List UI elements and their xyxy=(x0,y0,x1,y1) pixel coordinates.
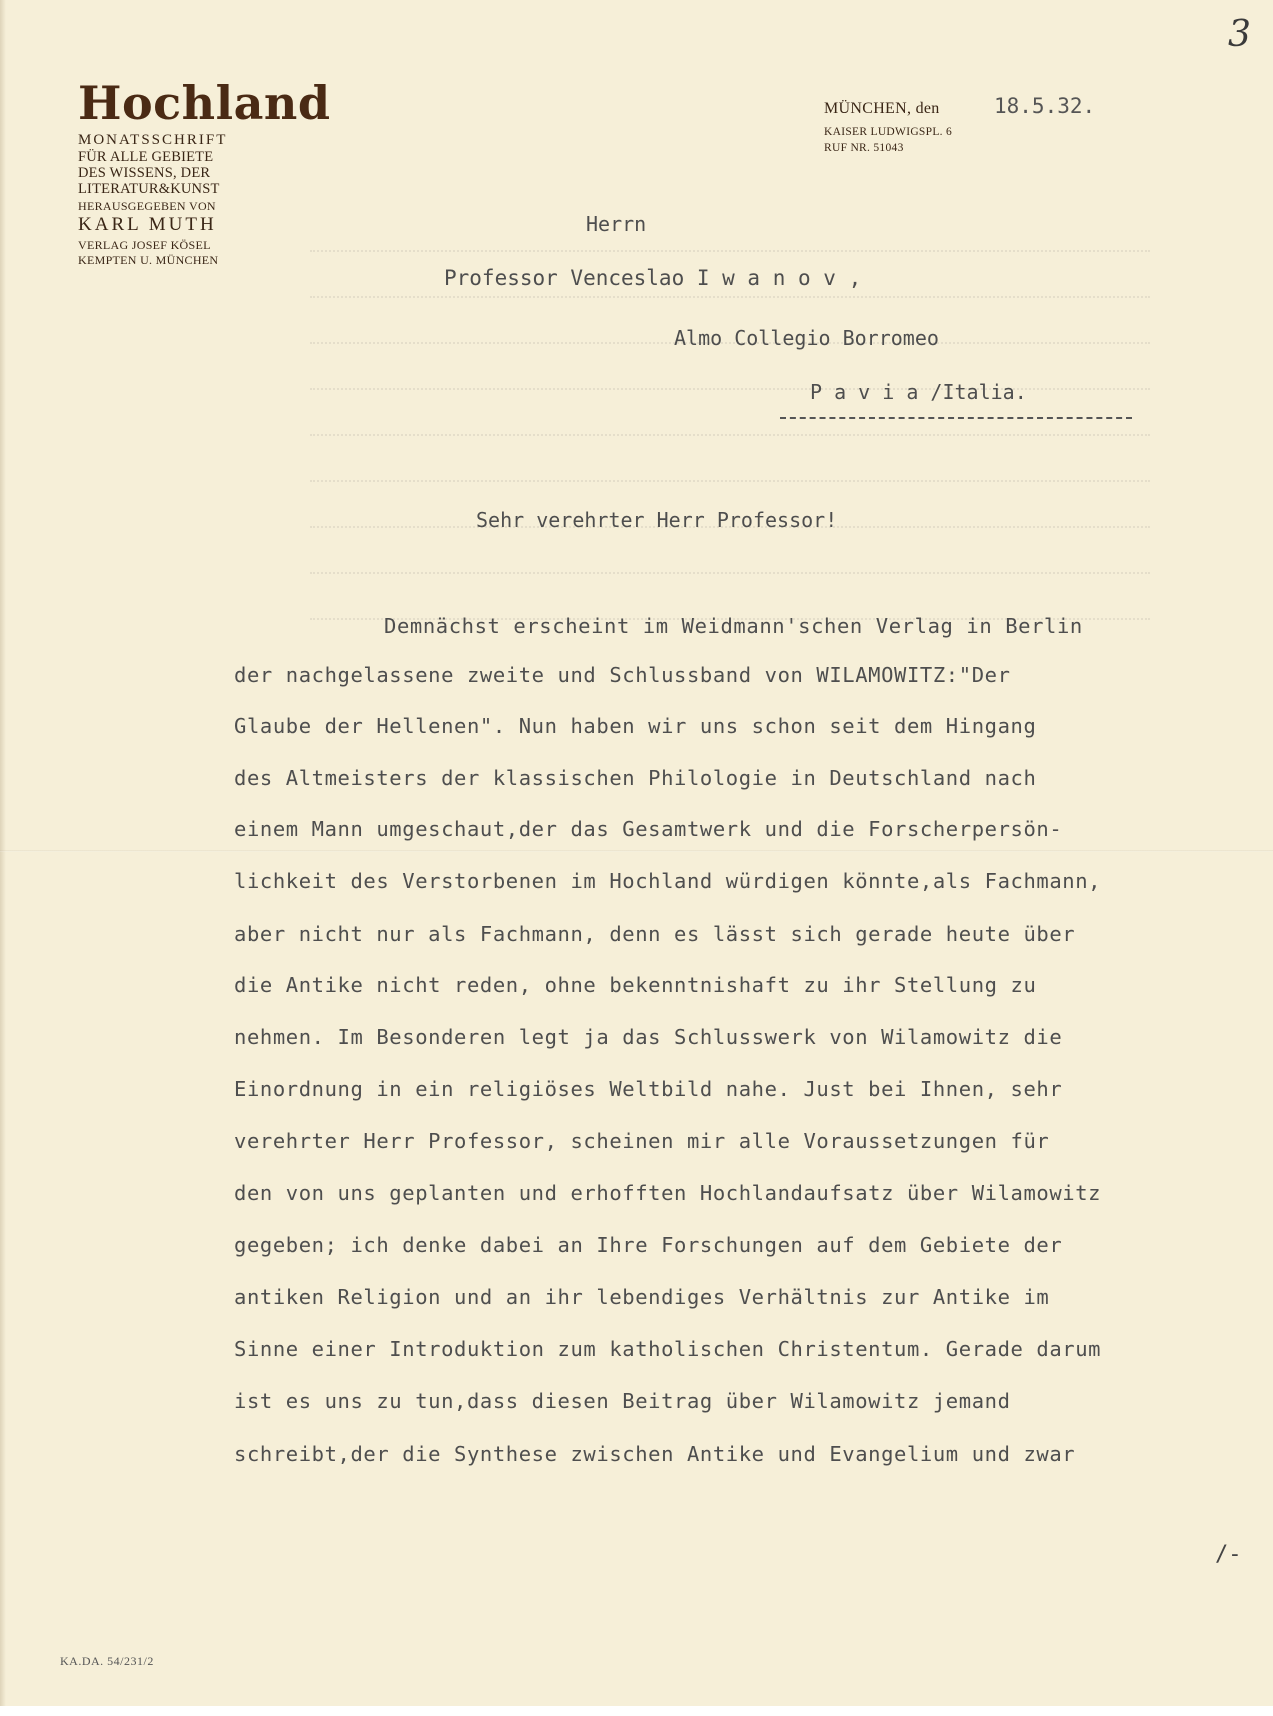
hochland-logo: Hochland xyxy=(78,76,331,130)
body-line: antiken Religion und an ihr lebendiges Verhältnis zur Antike im xyxy=(234,1285,1050,1309)
recipient-institution: Almo Collegio Borromeo xyxy=(674,326,939,350)
phone-line: RUF NR. 51043 xyxy=(824,142,904,154)
body-line: gegeben; ich denke dabei an Ihre Forschungen auf dem Gebiete der xyxy=(234,1233,1063,1257)
greeting: Sehr verehrter Herr Professor! xyxy=(476,508,838,532)
place-and-date xyxy=(824,94,1096,156)
letterhead-publisher-1: VERLAG JOSEF KÖSEL xyxy=(78,238,211,252)
paper-fold-line xyxy=(0,850,1273,852)
body-line: lichkeit des Verstorbenen im Hochland würdigen könnte,als Fachmann, xyxy=(234,869,1102,893)
letter-date: 18.5.32. xyxy=(994,94,1096,118)
letterhead-publisher-2: KEMPTEN U. MÜNCHEN xyxy=(78,253,219,267)
recipient-city: P a v i a /Italia. xyxy=(810,380,1027,404)
body-line: Sinne einer Introduktion zum katholischen Christentum. Gerade darum xyxy=(234,1337,1102,1361)
continuation-mark: /- xyxy=(1215,1542,1242,1567)
body-line: einem Mann umgeschaut,der das Gesamtwerk und die Forscherpersön- xyxy=(234,817,1063,841)
body-line: ist es uns zu tun,dass diesen Beitrag über Wilamowitz jemand xyxy=(234,1389,1011,1413)
letterhead-line-1: MONATSSCHRIFT xyxy=(78,132,228,148)
body-line: aber nicht nur als Fachmann, denn es lässt sich gerade heute über xyxy=(234,922,1076,946)
page-bottom-margin xyxy=(0,1706,1273,1716)
body-line: schreibt,der die Synthese zwischen Antike und Evangelium und zwar xyxy=(234,1442,1076,1466)
address-line: KAISER LUDWIGSPL. 6 xyxy=(824,126,953,138)
recipient-title: Herrn xyxy=(586,212,647,236)
body-line: den von uns geplanten und erhofften Hochlandaufsatz über Wilamowitz xyxy=(234,1181,1102,1205)
body-line: die Antike nicht reden, ohne bekenntnishaft zu ihr Stellung zu xyxy=(234,973,1037,997)
archive-code: KA.DA. 54/231/2 xyxy=(60,1654,154,1668)
letterhead-line-2: FÜR ALLE GEBIETE xyxy=(78,149,214,165)
city-label: MÜNCHEN, den xyxy=(824,100,940,117)
letterhead-line-5: HERAUSGEGEBEN VON xyxy=(78,199,216,213)
body-line: Einordnung in ein religiöses Weltbild nahe. Just bei Ihnen, sehr xyxy=(234,1077,1063,1101)
address-underline xyxy=(780,417,1132,419)
body-line: Demnächst erscheint im Weidmann'schen Verlag in Berlin xyxy=(384,614,1083,638)
body-line: nehmen. Im Besonderen legt ja das Schlusswerk von Wilamowitz die xyxy=(234,1025,1063,1049)
page-number: 3 xyxy=(1228,14,1251,55)
letterhead-line-3: DES WISSENS, DER xyxy=(78,165,211,181)
recipient-name: Professor Venceslao I w a n o v , xyxy=(444,266,862,290)
letterhead-editor: KARL MUTH xyxy=(78,214,217,235)
body-line: des Altmeisters der klassischen Philologie in Deutschland nach xyxy=(234,766,1037,790)
body-line: der nachgelassene zweite und Schlussband von WILAMOWITZ:"Der xyxy=(234,663,1011,687)
body-line: verehrter Herr Professor, scheinen mir alle Voraussetzungen für xyxy=(234,1129,1050,1153)
letterhead-line-4: LITERATUR&KUNST xyxy=(78,181,220,197)
body-line: Glaube der Hellenen". Nun haben wir uns schon seit dem Hingang xyxy=(234,714,1037,738)
bleed-through-text xyxy=(250,250,1150,670)
paper-edge-shadow xyxy=(0,0,6,1716)
letterhead xyxy=(78,76,331,268)
